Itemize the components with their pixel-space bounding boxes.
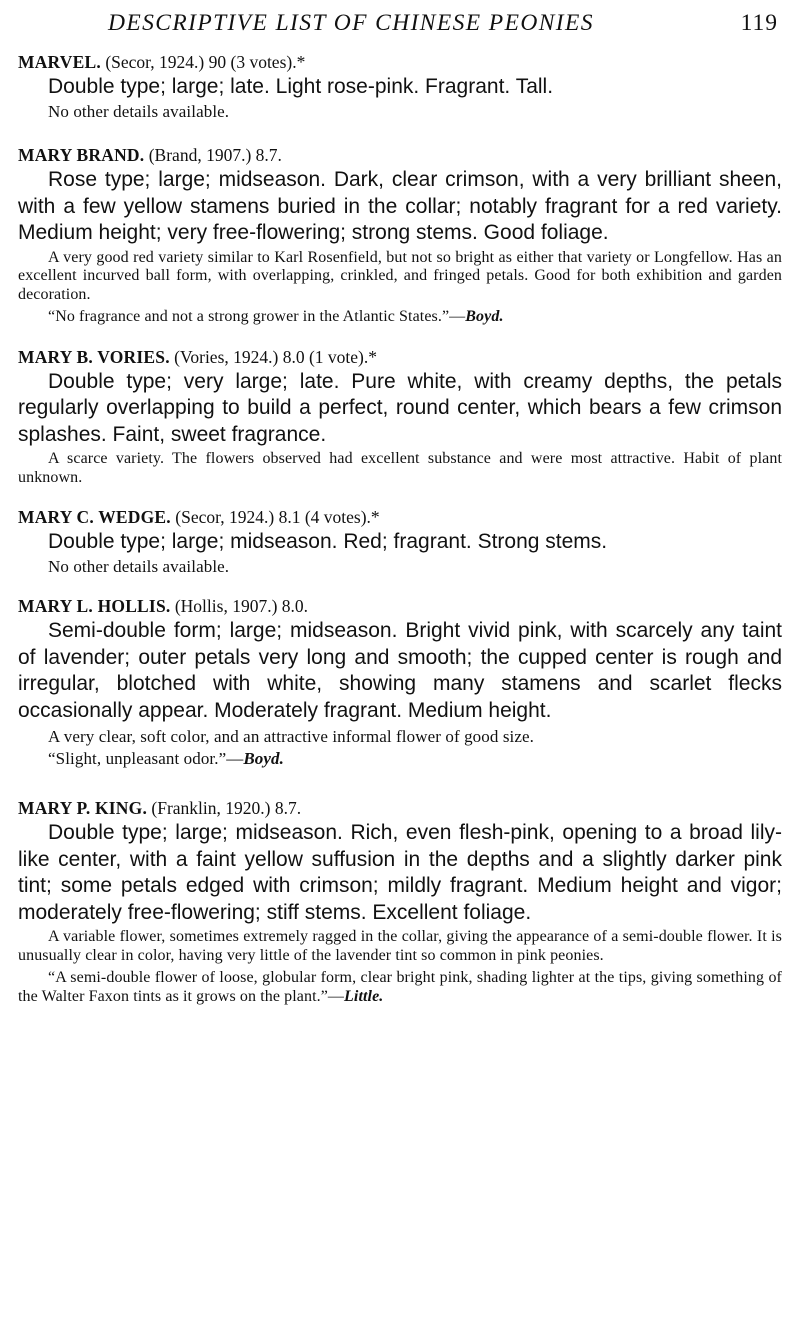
variety-info: (Secor, 1924.) 90 (3 votes).*	[105, 52, 306, 72]
entry-mary-l-hollis	[18, 594, 782, 770]
variety-description: Double type; very large; late. Pure white, with creamy depths, the petals regularly overlapping to build a perfect, round center, which bears a few crimson splashes. Faint, sweet fragrance.	[18, 369, 782, 446]
entry-heading	[18, 345, 782, 369]
entry-marvel	[18, 50, 782, 121]
variety-note: A very good red variety similar to Karl Rosenfield, but not so bright as either that variety or Longfellow. Has an excellent incurved ball form, with overlapping, crinkled, and fringed petals. Good for both exhibition and garden decoration.	[18, 248, 782, 303]
entry-mary-brand	[18, 143, 782, 327]
variety-info: (Franklin, 1920.) 8.7.	[151, 798, 302, 818]
quote-attribution: Boyd.	[465, 308, 504, 325]
variety-name: MARY P. KING.	[18, 798, 148, 818]
quote-text: “A semi-double flower of loose, globular form, clear bright pink, shading lighter at the tips, giving something of the Walter Faxon tints as it grows on the plant.”—	[18, 969, 782, 1005]
entry-heading	[18, 50, 782, 74]
variety-name: MARY C. WEDGE.	[18, 507, 171, 527]
running-head	[108, 10, 778, 40]
variety-info: (Brand, 1907.) 8.7.	[148, 145, 282, 165]
variety-description: Double type; large; midseason. Rich, even flesh-pink, opening to a broad lily-like center, with a faint yellow suffusion in the depths and a slightly darker pink tint; some petals edged with crimson; mildly fragrant. Medium height and vigor; moderately free-flowering; stiff stems. Excellent foliage.	[18, 821, 782, 924]
entry-heading	[18, 143, 782, 167]
running-title: DESCRIPTIVE LIST OF CHINESE PEONIES	[108, 10, 594, 36]
variety-quote	[18, 308, 782, 327]
quote-text: “No fragrance and not a strong grower in the Atlantic States.”—	[48, 308, 466, 325]
variety-description: Semi-double form; large; midseason. Bright vivid pink, with scarcely any taint of lavender; outer petals very long and smooth; the cupped center is rough and irregular, blotched with white, showing many stamens and scarlet flecks occasionally appear. Moderately fragrant. Medium height.	[18, 619, 782, 722]
variety-note: A variable flower, sometimes extremely ragged in the collar, giving the appearance of a semi-double flower. It is unusually clear in color, having very little of the lavender tint so common in pink peonies.	[18, 928, 782, 964]
entry-heading	[18, 505, 782, 529]
variety-note: A scarce variety. The flowers observed had excellent substance and were most attractive. Habit of plant unknown.	[18, 450, 782, 486]
variety-quote	[18, 969, 782, 1006]
variety-description: Double type; large; late. Light rose-pink. Fragrant. Tall.	[48, 75, 554, 98]
entry-mary-p-king	[18, 796, 782, 1006]
entry-heading	[18, 594, 782, 618]
quote-attribution: Boyd.	[243, 749, 284, 768]
variety-name: MARVEL.	[18, 52, 101, 72]
variety-info: (Secor, 1924.) 8.1 (4 votes).*	[175, 507, 380, 527]
variety-note: A very clear, soft color, and an attractive informal flower of good size.	[48, 727, 535, 746]
entry-heading	[18, 796, 782, 820]
variety-info: (Vories, 1924.) 8.0 (1 vote).*	[174, 346, 377, 367]
variety-description: Rose type; large; midseason. Dark, clear crimson, with a very brilliant sheen, with a few yellow stamens buried in the collar; notably fragrant for a red variety. Medium height; very free-flowering; strong stems. Good foliage.	[18, 168, 782, 244]
entry-mary-b-vories	[18, 345, 782, 488]
variety-name: MARY BRAND.	[18, 145, 145, 165]
variety-name: MARY L. HOLLIS.	[18, 596, 171, 616]
variety-note: No other details available.	[48, 556, 230, 576]
quote-text: “Slight, unpleasant odor.”—	[48, 749, 244, 768]
variety-note: No other details available.	[48, 101, 230, 121]
variety-quote	[18, 748, 782, 770]
variety-info: (Hollis, 1907.) 8.0.	[174, 596, 309, 616]
quote-attribution: Little.	[344, 987, 384, 1005]
entry-mary-c-wedge	[18, 505, 782, 576]
variety-description: Double type; large; midseason. Red; fragrant. Strong stems.	[48, 530, 608, 553]
page-number: 119	[740, 10, 778, 36]
variety-name: MARY B. VORIES.	[18, 346, 170, 367]
